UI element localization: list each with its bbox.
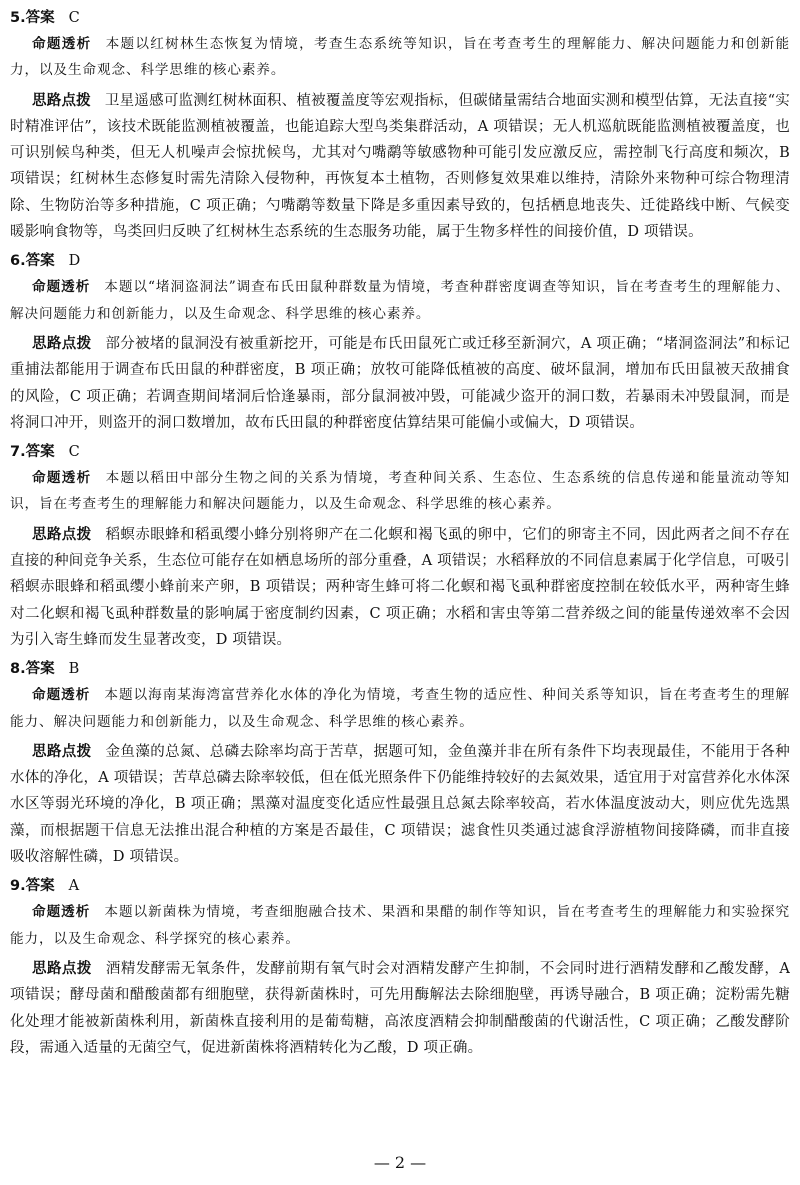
answer-label: 答案 [25, 10, 55, 26]
analysis-paragraph [10, 682, 790, 735]
page-number: — 2 — [373, 1153, 427, 1172]
question-number: 5. [10, 10, 26, 26]
hint-label: 思路点拨 [32, 335, 92, 352]
hint-label: 思路点拨 [32, 743, 92, 760]
answer-letter: B [68, 661, 80, 678]
answer-letter: A [68, 878, 80, 895]
question-header [10, 874, 790, 899]
question-header [10, 440, 790, 465]
analysis-paragraph [10, 274, 790, 327]
hint-paragraph [10, 88, 790, 246]
analysis-text: 本题以红树林生态恢复为情境，考查生态系统等知识，旨在考查考生的理解能力、解决问题能力和创新能力，以及生命观念、科学思维的核心素养。 [10, 36, 790, 79]
analysis-label: 命题透析 [32, 904, 91, 921]
answer-letter: C [68, 10, 80, 26]
analysis-text: 本题以海南某海湾富营养化水体的净化为情境，考查生物的适应性、种间关系等知识，旨在考查考生的理解能力、解决问题能力和创新能力，以及生命观念、科学思维的核心素养。 [10, 687, 791, 730]
answer-label: 答案 [25, 878, 55, 895]
question-number: 7. [10, 444, 26, 461]
question-number: 9. [10, 878, 26, 895]
question-header [10, 6, 790, 31]
answer-letter: D [68, 253, 81, 270]
hint-text: 金鱼藻的总氮、总磷去除率均高于苦草，据题可知，金鱼藻并非在所有条件下均表现最佳，不能用于各种水体的净化，A 项错误；苦草总磷去除率较低，但在低光照条件下仍能维持较好的去氮效果，适宜用于对富营养化水体深水区等弱光环境的净化，B 项正确；黑藻对温度变化适应性最强且总氮去除率较高，若水体温度波动大，则应优先选黑藻，而根据题干信息无法推出混合种植的方案是否最佳，C 项错误；滤食性贝类通过滤食浮游植物间接降磷，而非直接吸收溶解性磷，D 项错误。 [10, 743, 790, 866]
analysis-label: 命题透析 [32, 36, 92, 52]
answer-label: 答案 [25, 253, 55, 270]
analysis-text: 本题以“堵洞盗洞法”调查布氏田鼠种群数量为情境，考查种群密度调查等知识，旨在考查考生的理解能力、解决问题能力和创新能力，以及生命观念、科学思维的核心素养。 [10, 279, 790, 322]
hint-text: 部分被堵的鼠洞没有被重新挖开，可能是布氏田鼠死亡或迁移至新洞穴，A 项正确；“堵洞盗洞法”和标记重捕法都能用于调查布氏田鼠的种群密度，B 项正确；放牧可能降低植被的高度、破坏鼠洞，增加布氏田鼠被天敌捕食的风险，C 项正确；若调查期间堵洞后恰逢暴雨，部分鼠洞被冲毁，可能减少盗开的洞口数，若暴雨未冲毁鼠洞，而是将洞口冲开，则盗开的洞口数增加，故布氏田鼠的种群密度估算结果可能偏小或偏大，D 项错误。 [10, 335, 790, 431]
analysis-text: 本题以新菌株为情境，考查细胞融合技术、果酒和果醋的制作等知识，旨在考查考生的理解能力和实验探究能力，以及生命观念、科学探究的核心素养。 [10, 904, 791, 947]
analysis-label: 命题透析 [32, 687, 91, 704]
hint-text: 酒精发酵需无氧条件，发酵前期有氧气时会对酒精发酵产生抑制，不会同时进行酒精发酵和乙酸发酵，A 项错误；酵母菌和醋酸菌都有细胞壁，获得新菌株时，可先用酶解法去除细胞壁，再诱导融合，B 项正确；淀粉需先糖化处理才能被新菌株利用，新菌株直接利用的是葡萄糖，高浓度酒精会抑制醋酸菌的代谢活性，C 项正确；乙酸发酵阶段，需通入适量的无菌空气，促进新菌株将酒精转化为乙酸，D 项正确。 [10, 960, 790, 1056]
hint-label: 思路点拨 [32, 92, 91, 109]
question-block-6 [10, 249, 790, 436]
hint-label: 思路点拨 [32, 960, 92, 977]
hint-text: 卫星遥感可监测红树林面积、植被覆盖度等宏观指标，但碳储量需结合地面实测和模型估算，无法直接“实时精准评估”，该技术既能监测植被覆盖，也能追踪大型鸟类集群活动，A 项错误；无人机巡航既能监测植被覆盖度，也可识别候鸟种类，但无人机噪声会惊扰候鸟，尤其对勺嘴鹬等敏感物种可能引发应激反应，需控制飞行高度和频次，B 项错误；红树林生态修复时需先清除入侵物种，再恢复本土植物，否则修复效果难以维持，清除外来物种可综合物理清除、生物防治等多种措施，C 项正确；勺嘴鹬等数量下降是多重因素导致的，包括栖息地丧失、迁徙路线中断、气候变暖影响食物等，鸟类回归反映了红树林生态系统的生态服务功能，属于生物多样性的间接价值，D 项错误。 [10, 92, 790, 241]
question-block-9 [10, 874, 790, 1061]
analysis-paragraph [10, 31, 790, 84]
question-header [10, 657, 790, 682]
hint-paragraph [10, 956, 790, 1061]
analysis-paragraph [10, 465, 790, 518]
analysis-paragraph [10, 899, 790, 952]
answer-label: 答案 [25, 444, 55, 461]
hint-paragraph [10, 739, 790, 870]
hint-paragraph [10, 522, 790, 653]
question-header [10, 249, 790, 274]
answer-label: 答案 [25, 661, 55, 678]
hint-paragraph [10, 331, 790, 436]
question-block-8 [10, 657, 790, 870]
analysis-label: 命题透析 [32, 470, 92, 487]
question-number: 6. [10, 253, 26, 270]
answer-letter: C [68, 444, 80, 461]
analysis-text: 本题以稻田中部分生物之间的关系为情境，考查种间关系、生态位、生态系统的信息传递和能量流动等知识，旨在考查考生的理解能力和解决问题能力，以及生命观念、科学思维的核心素养。 [10, 470, 790, 513]
question-number: 8. [10, 661, 26, 678]
hint-label: 思路点拨 [32, 526, 92, 543]
analysis-label: 命题透析 [32, 279, 91, 296]
question-block-5 [10, 6, 790, 245]
hint-text: 稻螟赤眼蜂和稻虱缨小蜂分别将卵产在二化螟和褐飞虱的卵中，它们的卵寄主不同，因此两者之间不存在直接的种间竞争关系，生态位可能存在如栖息场所的部分重叠，A 项错误；水稻释放的不同信息素属于化学信息，可吸引稻螟赤眼蜂和稻虱缨小蜂前来产卵，B 项错误；两种寄生蜂可将二化螟和褐飞虱种群密度控制在较低水平，两种寄生蜂对二化螟和褐飞虱种群数量的影响属于密度制约因素，C 项正确；水稻和害虫等第二营养级之间的能量传递效率不会因为引入寄生蜂而发生显著改变，D 项错误。 [10, 526, 790, 648]
question-block-7 [10, 440, 790, 653]
